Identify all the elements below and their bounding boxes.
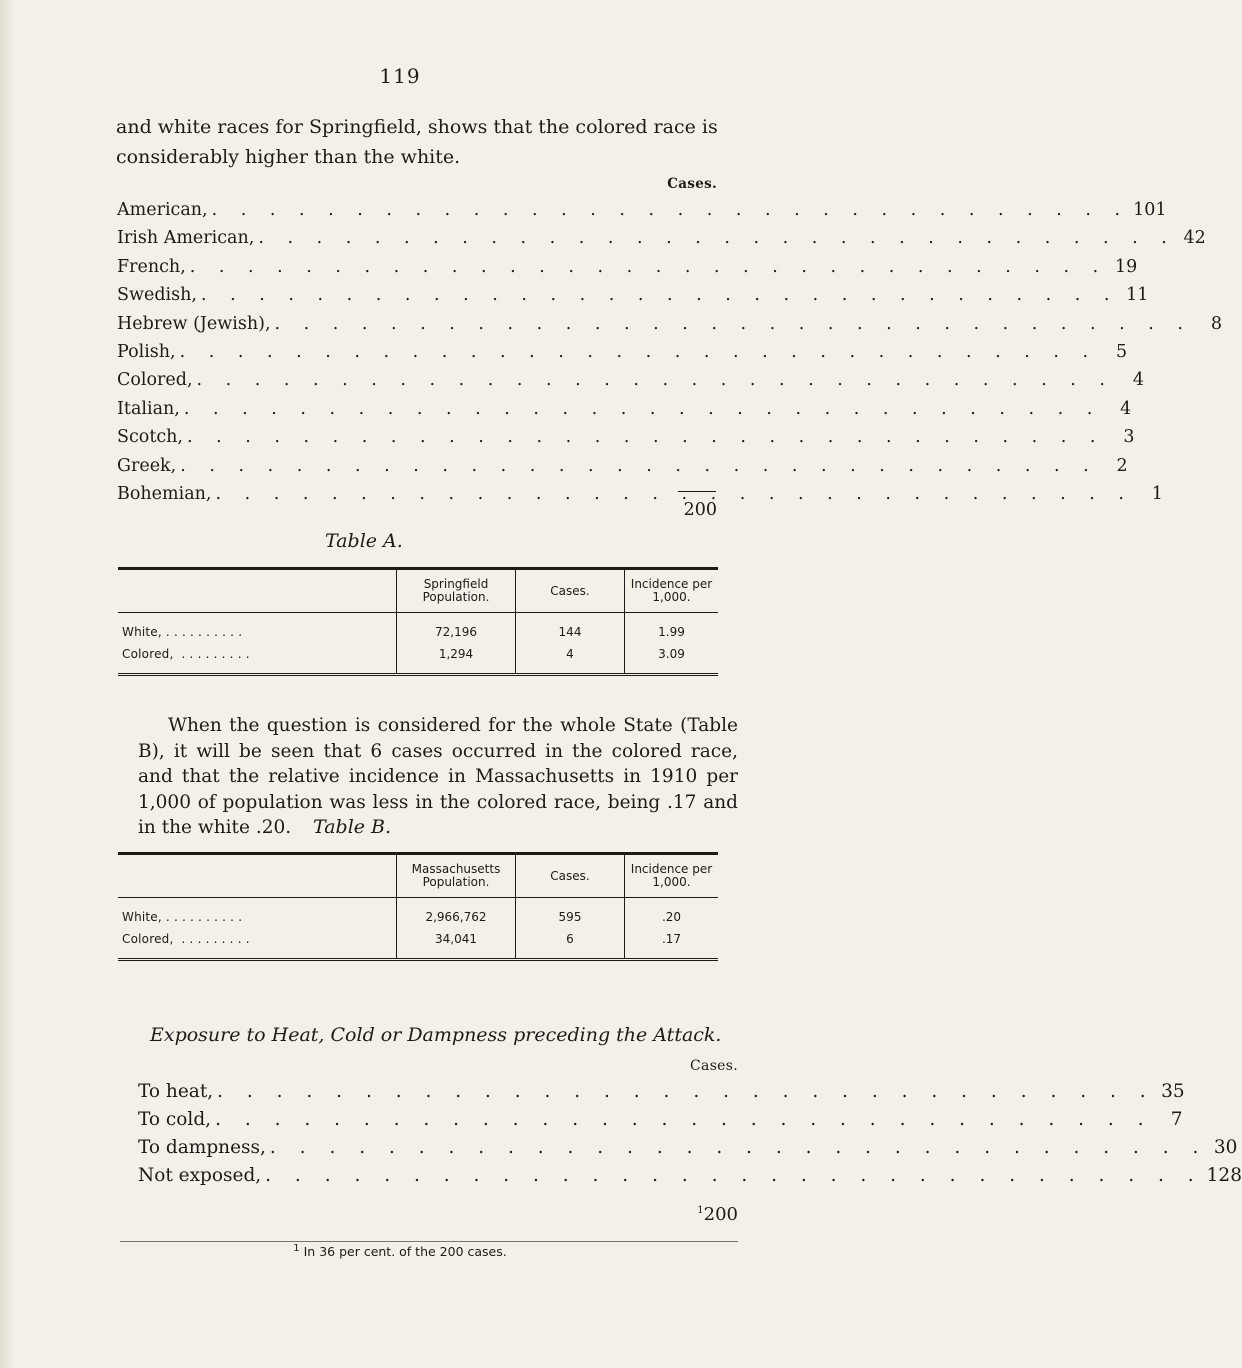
list-item-label: To cold, — [138, 1109, 212, 1130]
exposure-rows — [138, 1078, 1242, 1190]
dot-leader: . . . . . . . . . . . . . . . . . . . . . . . . . . . . . . . . — [200, 285, 1119, 306]
table-row — [118, 643, 718, 675]
cases-cell: 4 — [516, 643, 625, 675]
cases-cell: 595 — [516, 898, 625, 929]
list-item-label: Not exposed, — [138, 1165, 262, 1186]
list-item — [138, 1134, 1238, 1162]
list-item-label: Bohemian, — [117, 483, 212, 504]
exposure-total-marker: 1 — [697, 1205, 704, 1216]
table-row — [118, 928, 718, 960]
list-item-value: 7 — [1170, 1109, 1183, 1130]
table-a-header-population: Springfield Population. — [397, 569, 516, 613]
population-cell: 2,966,762 — [397, 898, 516, 929]
row-label: White, . . . . . . . . . . — [122, 625, 243, 639]
table-b-header-population: Massachusetts Population. — [397, 854, 516, 898]
table-b-header-cases: Cases. — [516, 854, 625, 898]
list-item-value: 5 — [1115, 341, 1128, 362]
row-label: Colored, . . . . . . . . . — [122, 647, 250, 661]
dot-leader: . . . . . . . . . . . . . . . . . . . . . . . . . . . . . . . . — [196, 370, 1114, 391]
table-b — [118, 852, 718, 961]
list-item-value: 2 — [1116, 455, 1128, 476]
list-item-label: Italian, — [117, 398, 180, 419]
exposure-case-list — [138, 1058, 1242, 1190]
list-item-value: 8 — [1210, 313, 1222, 334]
exposure-cases-header: Cases. — [690, 1058, 738, 1074]
list-item-value: 35 — [1161, 1081, 1185, 1102]
row-label: White, . . . . . . . . . . — [122, 910, 243, 924]
dot-leader: . . . . . . . . . . . . . . . . . . . . . . . . . . . . . . . . — [215, 1109, 1153, 1130]
footnote — [0, 1244, 800, 1259]
row-label: Colored, . . . . . . . . . — [122, 932, 250, 946]
list-item — [117, 423, 1135, 451]
dot-leader: . . . . . . . . . . . . . . . . . . . . . . . . . . . . . . . . — [217, 1081, 1155, 1102]
race-case-list — [117, 176, 1222, 508]
list-item-label: Polish, — [117, 341, 176, 362]
exposure-title: Exposure to Heat, Cold or Dampness preceding the Attack. — [150, 1024, 722, 1046]
list-item — [117, 452, 1128, 480]
race-total: 200 — [683, 500, 717, 520]
list-item — [117, 338, 1128, 366]
list-item-label: To heat, — [138, 1081, 214, 1102]
incidence-cell: .20 — [625, 898, 719, 929]
list-item-label: Irish American, — [117, 228, 255, 249]
list-item-label: Greek, — [117, 455, 177, 476]
state-paragraph: When the question is considered for the whole State (Table B), it will be seen that 6 cases occurred in the colored race, and that the relative incidence in Massachusetts in 1910 per 1,000 of population was less in the colored race, being .17 and in the white .20. — [138, 715, 738, 838]
list-item — [117, 196, 1167, 224]
list-item-value: 4 — [1120, 398, 1132, 419]
list-item — [117, 395, 1132, 423]
footnote-marker: 1 — [293, 1242, 300, 1254]
list-item-value: 42 — [1183, 228, 1206, 249]
cases-cell: 6 — [516, 928, 625, 960]
dot-leader: . . . . . . . . . . . . . . . . . . . . . . . . . . . . . . . . — [187, 427, 1105, 448]
incidence-cell: 3.09 — [625, 643, 719, 675]
page-edge — [0, 0, 14, 1368]
list-item-label: Scotch, — [117, 427, 183, 448]
incidence-cell: 1.99 — [625, 613, 719, 644]
list-item — [138, 1078, 1185, 1106]
dot-leader: . . . . . . . . . . . . . . . . . . . . . . . . . . . . . . . . — [179, 341, 1098, 362]
cases-cell: 144 — [516, 613, 625, 644]
table-b-title: Table B. — [313, 816, 392, 838]
list-item-value: 4 — [1132, 370, 1144, 391]
exposure-total — [620, 1204, 738, 1225]
dot-leader: . . . . . . . . . . . . . . . . . . . . . . . . . . . . . . . . — [265, 1165, 1203, 1186]
table-a-header-incidence: Incidence per 1,000. — [625, 569, 719, 613]
dot-leader: . . . . . . . . . . . . . . . . . . . . . . . . . . . . . . . . — [269, 1137, 1208, 1158]
list-item — [117, 253, 1138, 281]
list-item-value: 11 — [1126, 285, 1149, 306]
list-item-label: American, — [117, 200, 208, 220]
dot-leader: . . . . . . . . . . . . . . . . . . . . . . . . . . . . . . . . — [180, 455, 1098, 476]
table-a-blank-header — [118, 569, 397, 613]
footnote-rule — [120, 1241, 738, 1242]
list-item-label: French, — [117, 256, 186, 277]
table-b-header-incidence: Incidence per 1,000. — [625, 854, 719, 898]
list-item — [117, 366, 1144, 394]
table-a — [118, 567, 718, 676]
list-item-label: Hebrew (Jewish), — [117, 313, 271, 334]
table-row — [118, 898, 718, 929]
race-rows — [117, 196, 1222, 508]
dot-leader: . . . . . . . . . . . . . . . . . . . . . . . . . . . . . . . . — [183, 398, 1102, 419]
list-item-value: 3 — [1123, 427, 1135, 448]
table-a-header-cases: Cases. — [516, 569, 625, 613]
incidence-cell: .17 — [625, 928, 719, 960]
exposure-total-value: 200 — [703, 1204, 738, 1225]
list-item-value: 30 — [1213, 1137, 1238, 1158]
table-a-title: Table A. — [325, 530, 403, 552]
list-item-value: 1 — [1151, 483, 1163, 504]
table-b-blank-header — [118, 854, 397, 898]
list-item-value: 19 — [1114, 256, 1138, 277]
page-number: 119 — [379, 64, 421, 88]
list-item-value: 128 — [1206, 1165, 1242, 1186]
race-total-rule — [678, 491, 716, 492]
dot-leader: . . . . . . . . . . . . . . . . . . . . . . . . . . . . . . . . — [211, 200, 1130, 220]
table-row — [118, 613, 718, 644]
intro-paragraph: and white races for Springfield, shows that the colored race is considerably higher than the white. — [116, 116, 718, 168]
list-item — [117, 224, 1206, 252]
list-item-label: Colored, — [117, 370, 193, 391]
list-item — [117, 281, 1149, 309]
dot-leader: . . . . . . . . . . . . . . . . . . . . . . . . . . . . . . . . — [215, 483, 1133, 504]
dot-leader: . . . . . . . . . . . . . . . . . . . . . . . . . . . . . . . . — [189, 256, 1108, 277]
list-item-value: 101 — [1133, 200, 1167, 220]
population-cell: 34,041 — [397, 928, 516, 960]
population-cell: 72,196 — [397, 613, 516, 644]
list-item — [138, 1106, 1183, 1134]
list-item — [117, 310, 1222, 338]
population-cell: 1,294 — [397, 643, 516, 675]
list-item — [138, 1162, 1242, 1190]
list-item-label: Swedish, — [117, 285, 197, 306]
dot-leader: . . . . . . . . . . . . . . . . . . . . . . . . . . . . . . . . — [258, 228, 1176, 249]
dot-leader: . . . . . . . . . . . . . . . . . . . . . . . . . . . . . . . . — [274, 313, 1192, 334]
list-item-label: To dampness, — [138, 1137, 266, 1158]
cases-column-header: Cases. — [667, 176, 717, 192]
footnote-text: In 36 per cent. of the 200 cases. — [303, 1244, 507, 1259]
